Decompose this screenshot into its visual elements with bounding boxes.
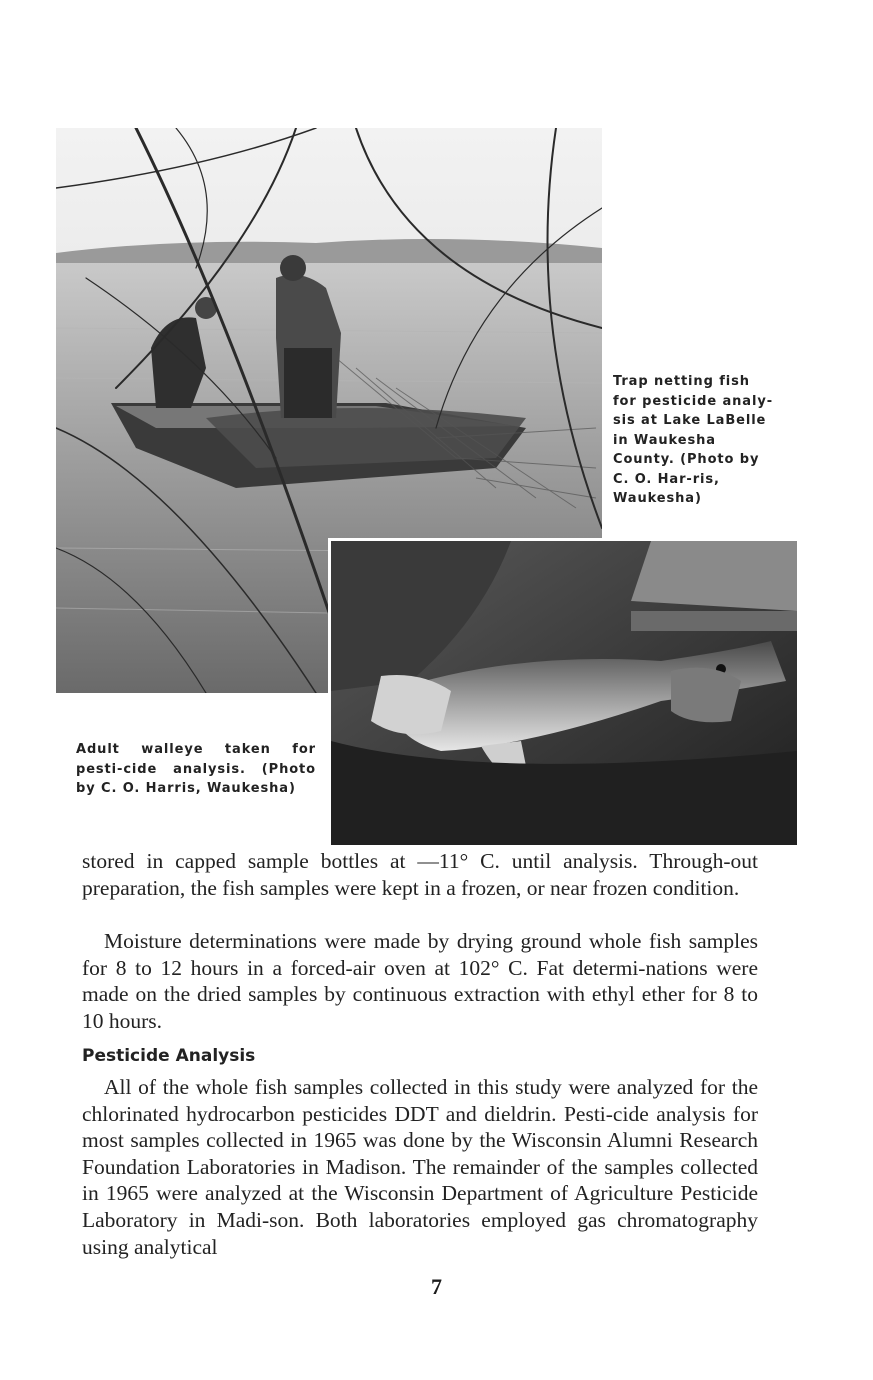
photo-caption-trap-netting: Trap netting fish for pesticide analy-sis at Lake LaBelle in Waukesha County. (Photo by C. O. Har-ris, Waukesha) <box>613 374 773 506</box>
section-heading: Pesticide Analysis <box>82 1046 256 1066</box>
photo-walleye <box>328 538 797 845</box>
paragraph-pesticide-analysis <box>82 1074 758 1260</box>
page-number: 7 <box>431 1274 442 1299</box>
photo-walleye-in-hands-icon <box>331 541 797 845</box>
paragraph-text: All of the whole fish samples collected in this study were analyzed for the chlorinated hydrocarbon pesticides DDT and dieldrin. Pesti-cide analysis for most samples collected in 1965 was done by the Wisconsin Alumni Research Foundation Laboratories in Madison. The remainder of the samples collected in 1965 were analyzed at the Wisconsin Department of Agriculture Pesticide Laboratory in Madi-son. Both laboratories employed gas chromatography using analytical <box>82 1075 758 1259</box>
paragraph-text: Moisture determinations were made by drying ground whole fish samples for 8 to 12 hours in a forced-air oven at 102° C. Fat determi-nations were made on the dried samples by continuous extraction with ethyl ether for 8 to 10 hours. <box>82 929 758 1033</box>
paragraph-moisture-fat <box>82 928 758 1034</box>
paragraph-text: stored in capped sample bottles at —11° C. until analysis. Through-out preparation, the fish samples were kept in a frozen, or near frozen condition. <box>82 849 758 900</box>
photo-caption-walleye: Adult walleye taken for pesti-cide analysis. (Photo by C. O. Harris, Waukesha) <box>76 742 316 796</box>
paragraph-sample-storage <box>82 848 758 901</box>
